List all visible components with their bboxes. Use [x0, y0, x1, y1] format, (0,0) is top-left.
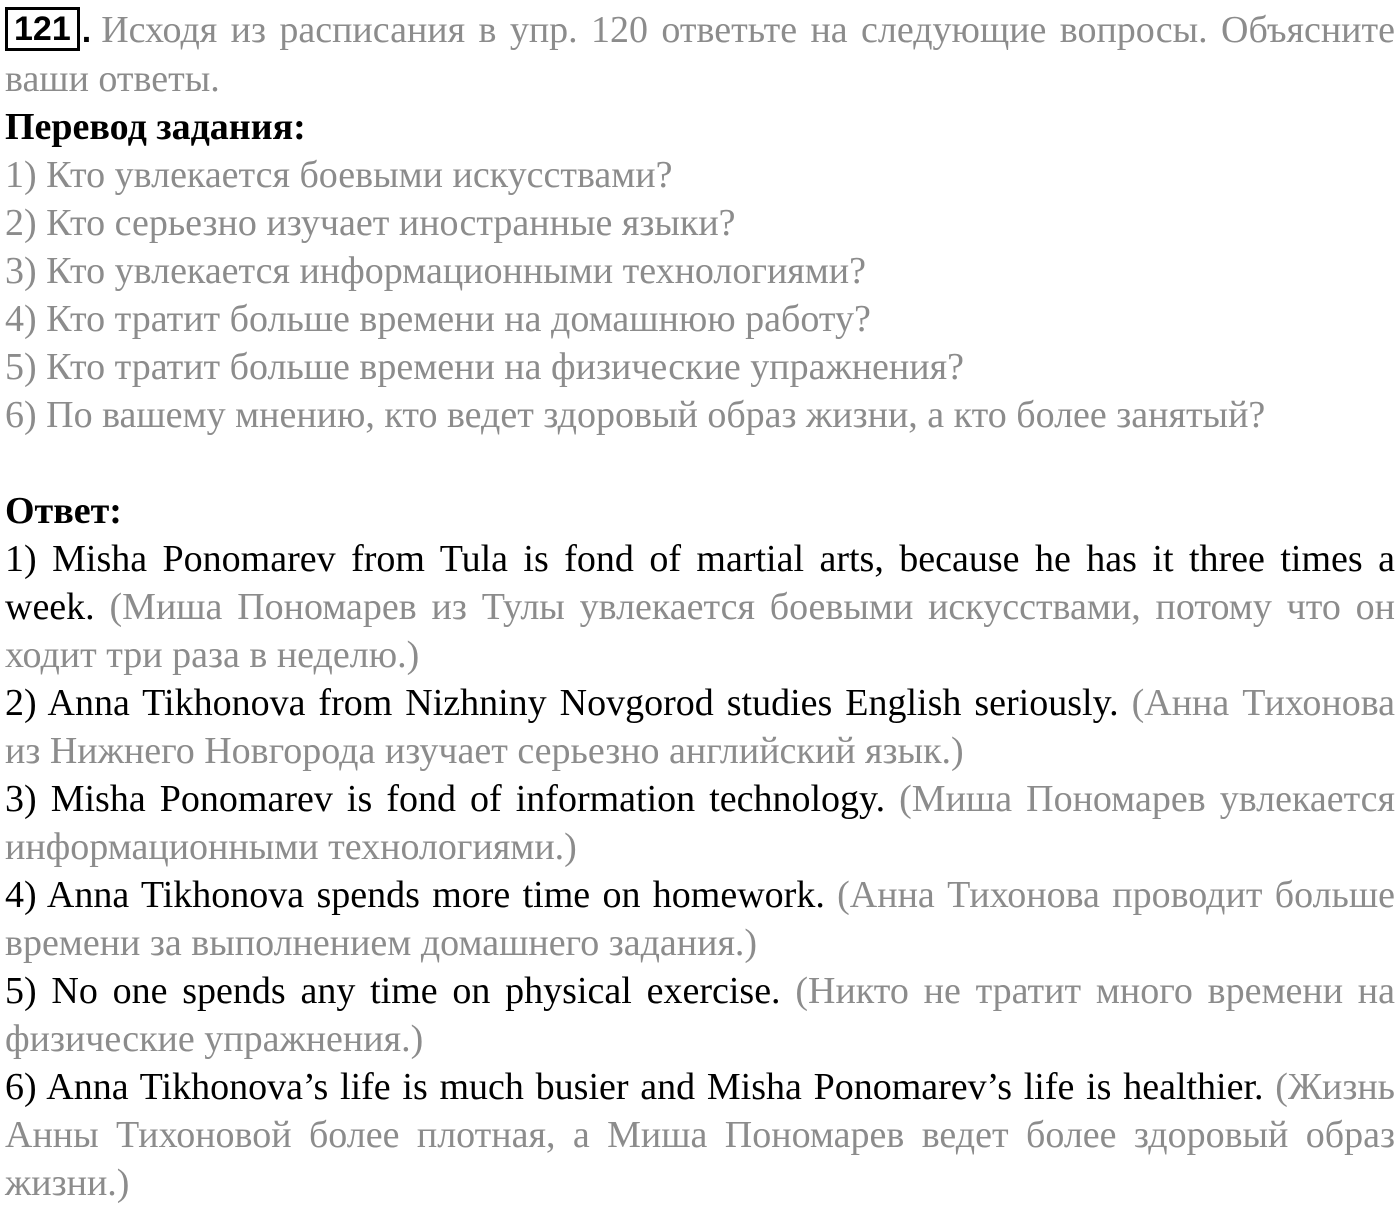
- translation-question: 1) Кто увлекается боевыми искусствами?: [5, 154, 673, 196]
- answer-english: 4) Anna Tikhonova spends more time on homework.: [5, 874, 825, 916]
- task-number: 121: [5, 7, 80, 51]
- answer-russian: (Анна Тихонова из Нижнего Новгорода изучает серьезно английский язык.): [5, 682, 1396, 772]
- translation-question: 5) Кто тратит больше времени на физические упражнения?: [5, 346, 964, 388]
- translation-question-list: [5, 151, 1395, 439]
- section-spacer: [5, 439, 1395, 487]
- translation-question: 4) Кто тратит больше времени на домашнюю работу?: [5, 298, 871, 340]
- answer-russian: (Миша Пономарев из Тулы увлекается боевыми искусствами, потому что он ходит три раза в неделю.): [5, 586, 1395, 676]
- answer-russian: (Никто не тратит много времени на физические упражнения.): [5, 970, 1396, 1060]
- translation-question: 2) Кто серьезно изучает иностранные языки?: [5, 202, 736, 244]
- translation-question: 6) По вашему мнению, кто ведет здоровый образ жизни, а кто более занятый?: [5, 394, 1266, 436]
- answer-item: [5, 679, 1395, 775]
- answer-item: [5, 871, 1395, 967]
- task-paragraph: [5, 6, 1395, 103]
- answer-item: [5, 967, 1395, 1063]
- translation-question: 3) Кто увлекается информационными технологиями?: [5, 250, 867, 292]
- answer-item: [5, 775, 1395, 871]
- task-number-dot: .: [81, 12, 92, 50]
- answer-item: [5, 1063, 1395, 1207]
- answer-heading: Ответ:: [5, 490, 122, 532]
- textbook-page: [5, 6, 1395, 1207]
- answer-english: 3) Misha Ponomarev is fond of information technology.: [5, 778, 886, 820]
- answer-english: 2) Anna Tikhonova from Nizhniny Novgorod studies English seriously.: [5, 682, 1119, 724]
- answer-list: [5, 535, 1395, 1207]
- translation-heading: Перевод задания:: [5, 106, 306, 148]
- answer-russian: (Миша Пономарев увлекается информационными технологиями.): [5, 778, 1396, 868]
- task-instruction: Исходя из расписания в упр. 120 ответьте на следующие вопросы. Объясните ваши ответы.: [5, 9, 1395, 100]
- answer-english: 6) Anna Tikhonova’s life is much busier and Misha Ponomarev’s life is healthier.: [5, 1066, 1264, 1108]
- answer-item: [5, 535, 1395, 679]
- answer-english: 5) No one spends any time on physical exercise.: [5, 970, 781, 1012]
- answer-russian: (Анна Тихонова проводит больше времени за выполнением домашнего задания.): [5, 874, 1396, 964]
- answer-russian: (Жизнь Анны Тихоновой более плотная, а Миша Пономарев ведет более здоровый образ жизни.): [5, 1066, 1396, 1204]
- answer-english: 1) Misha Ponomarev from Tula is fond of martial arts, because he has it three times a week.: [5, 538, 1395, 628]
